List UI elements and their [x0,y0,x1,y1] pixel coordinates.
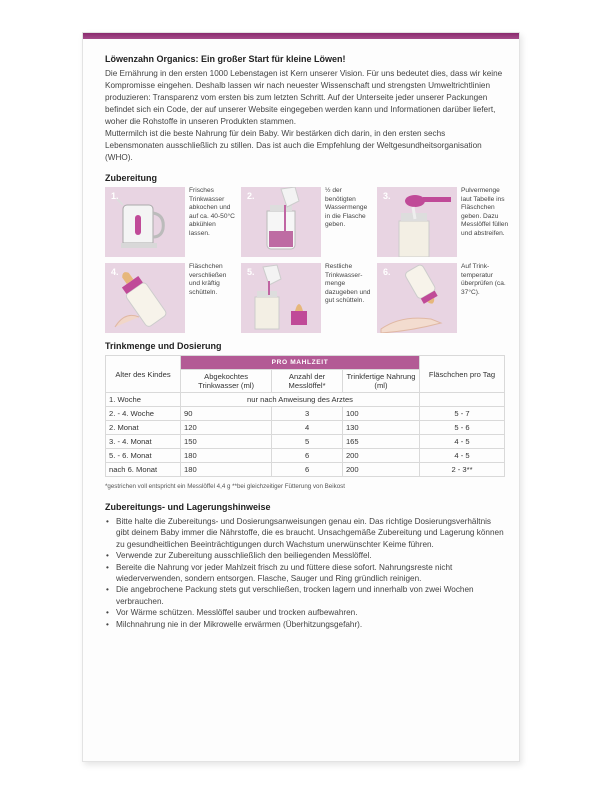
step-2-number: 2. [247,191,255,201]
prep-step-6 [377,263,507,333]
intro-paragraph-1: Die Ernährung in den ersten 1000 Lebenstagen ist Kern unserer Vision. Für uns bedeutet dies, dass wir keine Kompromisse eingehen. Deshalb lassen wir nach neuester Wissenschaft und strengsten Umweltrichtlinien produzieren: Transparenz vom ersten bis zum letzten Schritt. Auf der Unterseite jeder unserer Packungen befindet sich ein Code, der auf unserer Website eingegeben werden kann und Informationen darüber liefert, woher die Rohstoffe in unseren Produkten stammen. [105,69,503,126]
table-row [106,393,505,407]
col-water-header: Abgekochtes Trinkwasser (ml) [181,370,272,393]
bottles-cell: 2 - 3** [420,463,505,477]
prep-steps [105,187,509,335]
step-6-number: 6. [383,267,391,277]
prep-step-1 [105,187,235,257]
kettle-illustration [105,187,185,257]
step-6-text: Auf Trink-temperatur überprüfen (ca. 37°C). [461,263,506,296]
food-cell: 130 [342,421,419,435]
table-row [106,435,505,449]
food-cell: 165 [342,435,419,449]
water-cell: 180 [181,449,272,463]
prep-step-2 [241,187,371,257]
bottles-cell: 5 - 6 [420,421,505,435]
shake-bottle-illustration [105,263,185,333]
age-cell: 1. Woche [106,393,181,407]
water-cell: 120 [181,421,272,435]
step-3-number: 3. [383,191,391,201]
food-cell: 200 [342,463,419,477]
bottles-cell [420,393,505,407]
bottles-cell: 5 - 7 [420,407,505,421]
powder-scoop-illustration [377,187,457,257]
list-item: • Bereite die Nahrung vor jeder Mahlzeit frisch zu und füttere diese sofort. Nahrungsreste nicht wiederverwenden, sondern entsorgen. Flasche, Sauger und Ring gründlich reinigen. [113,562,505,585]
spoons-cell: 6 [272,449,343,463]
intro-title: Löwenzahn Organics: Ein großer Start für kleine Löwen! [105,54,346,64]
list-item: • Milchnahrung nie in der Mikrowelle erwärmen (Überhitzungsgefahr). [113,619,505,630]
step-4-number: 4. [111,267,119,277]
water-cell: 90 [181,407,272,421]
dosage-heading: Trinkmenge und Dosierung [105,341,222,351]
spoons-cell: 4 [272,421,343,435]
spoons-cell: 6 [272,463,343,477]
list-item: • Vor Wärme schützen. Messlöffel sauber und trocken aufbewahren. [113,607,505,618]
age-cell: 2. - 4. Woche [106,407,181,421]
package-top-band [83,33,519,39]
step-4-text: Fläschchen verschließen und kräftig schütteln. [189,263,227,296]
intro-paragraph-2: Muttermilch ist die beste Nahrung für dein Baby. Wir bestärken dich darin, in den ersten sechs Lebensmonaten ausschließlich zu stillen. Das ist auch die Empfehlung der Weltgesundheitsorganisation (WHO). [105,129,482,162]
table-row [106,407,505,421]
col-food-header: Trinkfertige Nahrung (ml) [342,370,419,393]
bottle-fill-illustration [241,187,321,257]
food-cell: 200 [342,449,419,463]
table-row [106,421,505,435]
age-cell: nach 6. Monat [106,463,181,477]
age-cell: 5. - 6. Monat [106,449,181,463]
dosage-header-row-1 [106,356,505,370]
bottles-cell: 4 - 5 [420,449,505,463]
food-cell: 100 [342,407,419,421]
table-row [106,449,505,463]
prep-step-5 [241,263,371,333]
step-1-text: Frisches Trinkwasser abkochen und auf ca. 40-50°C abkühlen lassen. [189,187,235,237]
table-row [106,463,505,477]
doctor-note-cell: nur nach Anweisung des Arztes [181,393,420,407]
step-5-text: Restliche Trinkwasser-menge dazugeben und gut schütteln. [325,263,371,305]
notes-list [105,516,505,630]
age-cell: 2. Monat [106,421,181,435]
notes-heading: Zubereitungs- und Lagerungshinweise [105,502,271,512]
package-content [105,53,509,630]
step-2-text: ½ der benötigten Wassermenge in die Flasche geben. [325,187,368,229]
prep-step-3 [377,187,507,257]
step-1-number: 1. [111,191,119,201]
water-cell: 180 [181,463,272,477]
list-item: • Verwende zur Zubereitung ausschließlich den beiliegenden Messlöffel. [113,550,505,561]
step-3-text: Pulvermenge laut Tabelle ins Fläschchen geben. Dazu Messlöffel füllen und abstreifen. [461,187,509,237]
prep-heading: Zubereitung [105,173,157,183]
temperature-check-illustration [377,263,457,333]
prep-step-4 [105,263,235,333]
dosage-footnote: *gestrichen voll entspricht ein Messlöffel 4,4 g **bei gleichzeitiger Fütterung von Beikost [105,483,345,490]
spoons-cell: 3 [272,407,343,421]
dosage-table [105,355,505,477]
list-item: • Bitte halte die Zubereitungs- und Dosierungsanweisungen genau ein. Das richtige Dosierungsverhältnis gibt deinem Baby immer die Nährstoffe, die es braucht. Unsachgemäße Zubereitung und Lagerung können zu gesundheitlichen Beeinträchtigungen durch Wachstum unerwünschter Keime führen. [113,516,505,550]
col-bottles-header: Fläschchen pro Tag [420,356,505,393]
water-cell: 150 [181,435,272,449]
package-back [82,32,520,762]
add-water-illustration [241,263,321,333]
spoons-cell: 5 [272,435,343,449]
step-5-number: 5. [247,267,255,277]
age-cell: 3. - 4. Monat [106,435,181,449]
per-meal-header: PRO MAHLZEIT [181,356,420,370]
bottles-cell: 4 - 5 [420,435,505,449]
col-age-header: Alter des Kindes [106,356,181,393]
list-item: • Die angebrochene Packung stets gut verschließen, trocken lagern und innerhalb von zwei Wochen verbrauchen. [113,584,505,607]
col-spoons-header: Anzahl der Messlöffel* [272,370,343,393]
